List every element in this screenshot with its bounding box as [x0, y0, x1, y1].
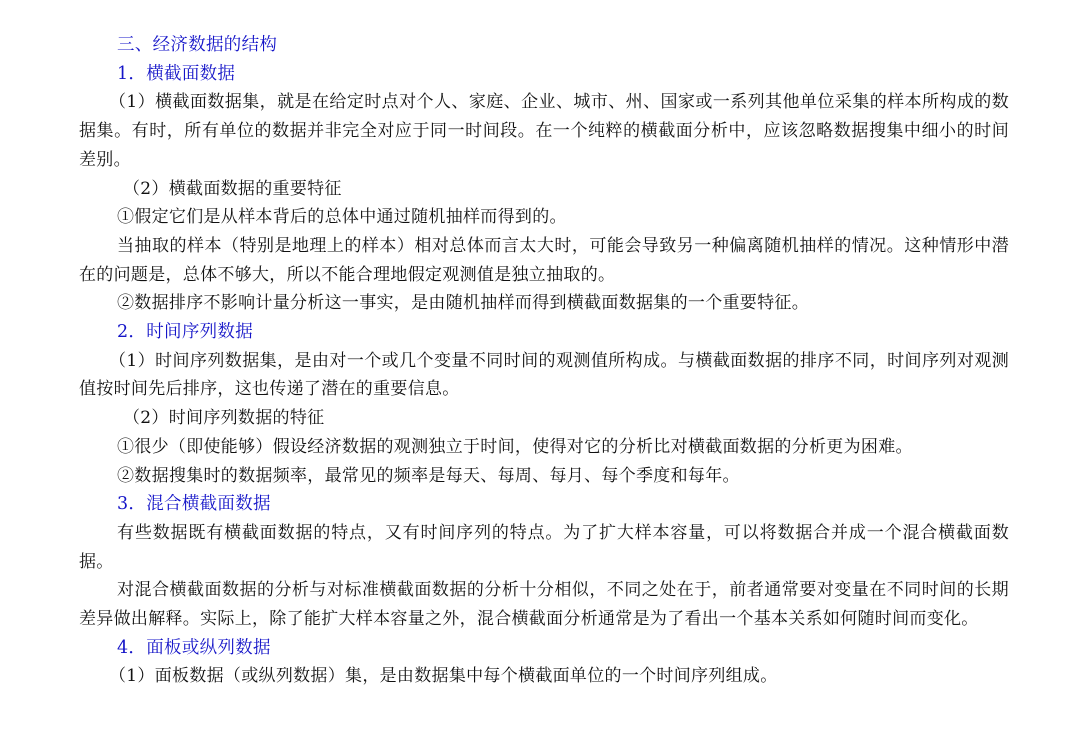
subsection-heading-time-series: 2．时间序列数据	[117, 322, 254, 343]
paragraph: 有些数据既有横截面数据的特点，又有时间序列的特点。为了扩大样本容量，可以将数据合并成一个混合横截面数据。	[79, 522, 1009, 572]
paragraph: ②数据排序不影响计量分析这一事实，是由随机抽样而得到横截面数据集的一个重要特征。	[117, 293, 809, 314]
section-heading: 三、经济数据的结构	[117, 35, 278, 55]
paragraph: ①假定它们是从样本背后的总体中通过随机抽样而得到的。	[117, 207, 567, 228]
paragraph: （1）横截面数据集，就是在给定时点对个人、家庭、企业、城市、州、国家或一系列其他单位采集的样本所构成的数据集。有时，所有单位的数据并非完全对应于同一时间段。在一个纯粹的横截面分析中，应该忽略数据搜集中细小的时间差别。	[79, 92, 1009, 170]
paragraph: （1）面板数据（或纵列数据）集，是由数据集中每个横截面单位的一个时间序列组成。	[109, 666, 778, 687]
paragraph: （1）时间序列数据集，是由对一个或几个变量不同时间的观测值所构成。与横截面数据的排序不同，时间序列对观测值按时间先后排序，这也传递了潜在的重要信息。	[79, 350, 1009, 400]
paragraph: 当抽取的样本（特别是地理上的样本）相对总体而言太大时，可能会导致另一种偏离随机抽样的情况。这种情形中潜在的问题是，总体不够大，所以不能合理地假定观测值是独立抽取的。	[79, 235, 1009, 285]
subsection-heading-pooled: 3．混合横截面数据	[117, 494, 271, 515]
paragraph: （2）时间序列数据的特征	[123, 408, 325, 429]
paragraph: ②数据搜集时的数据频率，最常见的频率是每天、每周、每月、每个季度和每年。	[117, 465, 740, 486]
subsection-heading-cross-section: 1．横截面数据	[117, 63, 236, 84]
paragraph: （2）横截面数据的重要特征	[123, 178, 342, 199]
paragraph: ①很少（即使能够）假设经济数据的观测独立于时间，使得对它的分析比对横截面数据的分析更为困难。	[117, 436, 913, 457]
paragraph: 对混合横截面数据的分析与对标准横截面数据的分析十分相似，不同之处在于，前者通常要对变量在不同时间的长期差异做出解释。实际上，除了能扩大样本容量之外，混合横截面分析通常是为了看出一个基本关系如何随时间而变化。	[79, 580, 1009, 630]
subsection-heading-panel: 4．面板或纵列数据	[117, 637, 271, 658]
